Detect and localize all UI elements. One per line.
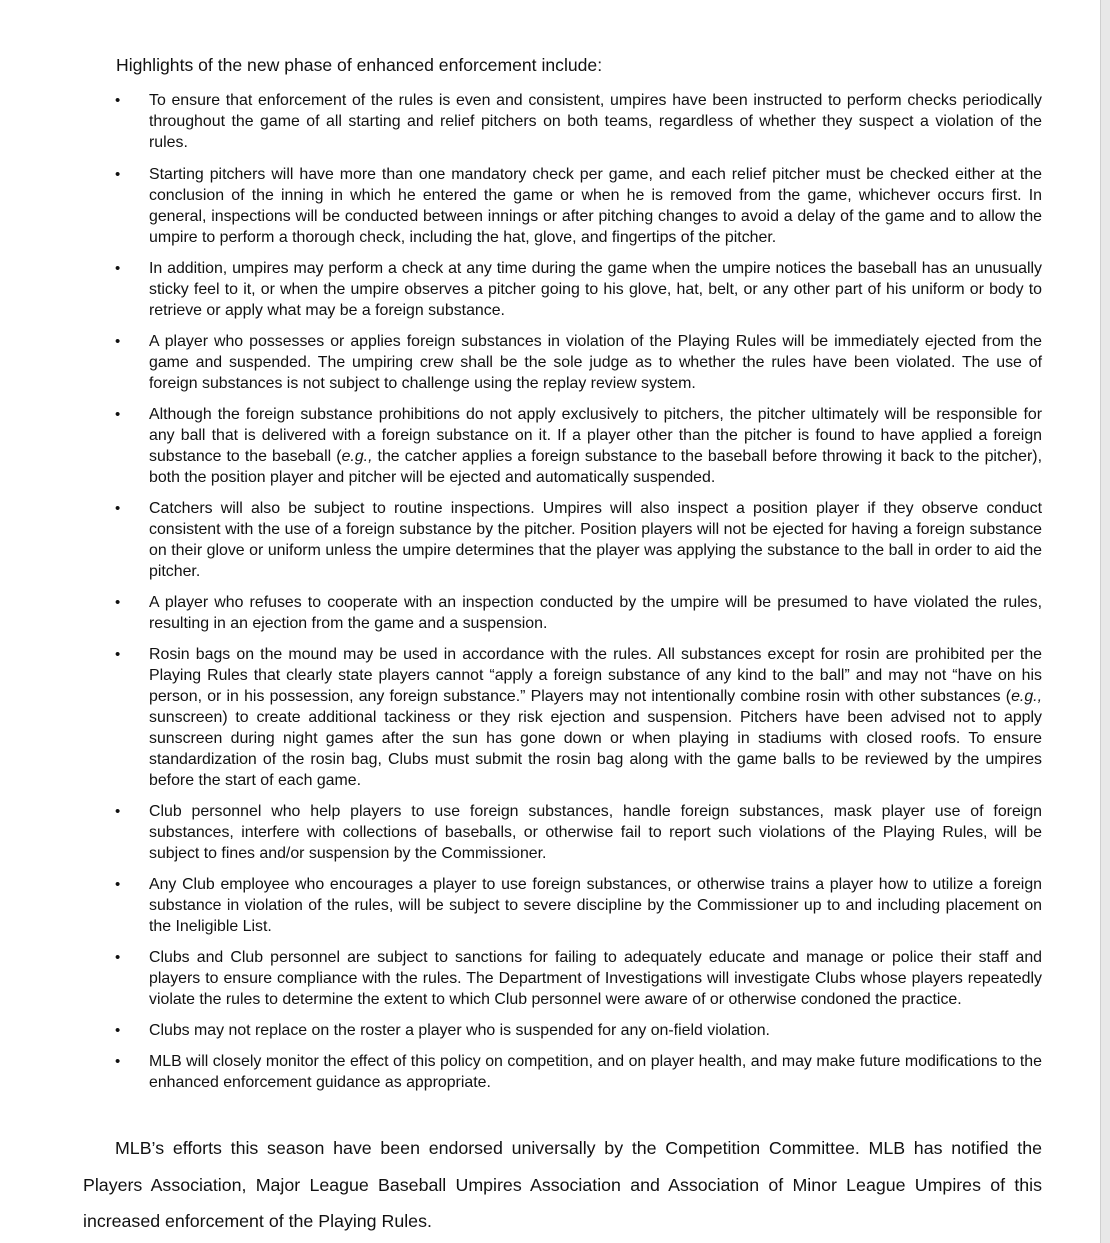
bullet-icon: • [115, 949, 121, 966]
bullet-icon: • [115, 333, 121, 350]
closing-paragraph: MLB’s efforts this season have been endorsed universally by the Competition Committee. MLB has notified the Players Association, Major League Baseball Umpires Association and Association of Minor League Umpires of this increased enforcement of the Playing Rules. [83, 1138, 1042, 1231]
list-item [115, 498, 1042, 582]
bullet-icon: • [115, 594, 121, 611]
list-item-text: A player who possesses or applies foreign substances in violation of the Playing Rules will be immediately ejected from the game and suspended. The umpiring crew shall be the sole judge as to whether the rules have been violated. The use of foreign substances is not subject to challenge using the replay review system. [149, 333, 1042, 392]
list-item [115, 90, 1042, 153]
list-item-text: Starting pitchers will have more than one mandatory check per game, and each relief pitcher must be checked either at the conclusion of the inning in which he entered the game or when he is removed from the game, whichever occurs first. In general, inspections will be conducted between innings or after pitching changes to avoid a delay of the game and to allow the umpire to perform a thorough check, including the hat, glove, and fingertips of the pitcher. [149, 166, 1042, 246]
list-item-text-part: the catcher applies a foreign substance to the baseball before throwing it back to the pitcher), both the position player and pitcher will be ejected and automatically suspended. [149, 448, 1042, 486]
list-item [115, 801, 1042, 864]
page-edge [1100, 0, 1110, 1243]
bullet-icon: • [115, 92, 121, 109]
list-item [115, 1020, 1042, 1041]
bullet-icon: • [115, 646, 121, 663]
list-item [115, 404, 1042, 488]
list-item-text: Any Club employee who encourages a player to use foreign substances, or otherwise trains a player how to utilize a foreign substance in violation of the rules, will be subject to severe discipline by the Commissioner up to and including placement on the Ineligible List. [149, 876, 1042, 935]
list-item-text: Clubs and Club personnel are subject to sanctions for failing to adequately educate and manage or police their staff and players to ensure compliance with the rules. The Department of Investigations will investigate Clubs whose players repeatedly violate the rules to determine the extent to which Club personnel were aware of or otherwise condoned the practice. [149, 949, 1042, 1008]
list-item-text-part: Rosin bags on the mound may be used in accordance with the rules. All substances except for rosin are prohibited per the Playing Rules that clearly state players cannot “apply a foreign substance of any kind to the ball” and may not “have on his person, or in his possession, any foreign substance.” Players may not intentionally combine rosin with other substances ( [149, 646, 1042, 705]
bullet-icon: • [115, 500, 121, 517]
list-item-text: Catchers will also be subject to routine inspections. Umpires will also inspect a position player if they observe conduct consistent with the use of a foreign substance by the pitcher. Position players will not be ejected for having a foreign substance on their glove or uniform unless the umpire determines that the player was applying the substance to the ball in order to aid the pitcher. [149, 500, 1042, 580]
bullet-icon: • [115, 166, 121, 183]
bullet-icon: • [115, 876, 121, 893]
list-item-text [149, 644, 1042, 791]
list-item [115, 1051, 1042, 1093]
bullet-icon: • [115, 1022, 121, 1039]
list-item-text: Clubs may not replace on the roster a player who is suspended for any on-field violation. [149, 1022, 770, 1039]
list-item-text: To ensure that enforcement of the rules is even and consistent, umpires have been instructed to perform checks periodically throughout the game of all starting and relief pitchers on both teams, regardless of whether they suspect a violation of the rules. [149, 92, 1042, 151]
list-item-text: A player who refuses to cooperate with an inspection conducted by the umpire will be presumed to have violated the rules, resulting in an ejection from the game and a suspension. [149, 594, 1042, 632]
list-item-text [149, 404, 1042, 488]
list-item [115, 331, 1042, 394]
list-item [115, 592, 1042, 634]
intro-heading: Highlights of the new phase of enhanced enforcement include: [116, 55, 603, 75]
list-item [115, 644, 1042, 791]
bullet-icon: • [115, 406, 121, 423]
list-item-text: Club personnel who help players to use foreign substances, handle foreign substances, mask player use of foreign substances, interfere with collections of baseballs, or otherwise fail to report such violations of the Playing Rules, will be subject to fines and/or suspension by the Commissioner. [149, 803, 1042, 862]
bullet-icon: • [115, 1053, 121, 1070]
enforcement-highlights-list [115, 90, 1042, 1093]
list-item [115, 258, 1042, 321]
bullet-icon: • [115, 803, 121, 820]
list-item-text-emphasis: e.g., [341, 448, 373, 465]
bullet-icon: • [115, 260, 121, 277]
list-item-text-part: sunscreen) to create additional tackiness or they risk ejection and suspension. Pitchers have been advised not to apply sunscreen during night games after the sun has gone down or when playing in stadiums with closed roofs. To ensure standardization of the rosin bag, Clubs must submit the rosin bag along with the game balls to be reviewed by the umpires before the start of each game. [149, 709, 1042, 789]
list-item [115, 947, 1042, 1010]
list-item [115, 874, 1042, 937]
list-item-text: MLB will closely monitor the effect of this policy on competition, and on player health, and may make future modifications to the enhanced enforcement guidance as appropriate. [149, 1053, 1042, 1091]
list-item-text-emphasis: e.g., [1011, 688, 1042, 705]
list-item [115, 164, 1042, 248]
list-item-text-part: Although the foreign substance prohibitions do not apply exclusively to pitchers, the pitcher ultimately will be responsible for any ball that is delivered with a foreign substance on it. If a player other than the pitcher is found to have applied a foreign substance to the baseball ( [149, 406, 1042, 465]
list-item-text: In addition, umpires may perform a check at any time during the game when the umpire notices the baseball has an unusually sticky feel to it, or when the umpire observes a pitcher going to his glove, hat, belt, or any other part of his uniform or body to retrieve or apply what may be a foreign substance. [149, 260, 1042, 319]
